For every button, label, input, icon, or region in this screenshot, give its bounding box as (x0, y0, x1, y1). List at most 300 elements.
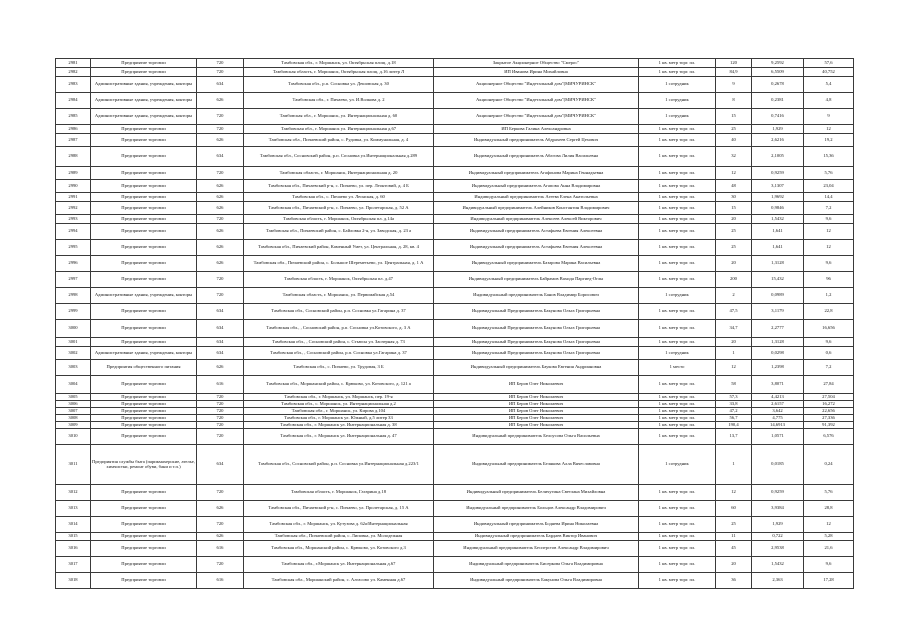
table-row (56, 485, 854, 501)
table-row (56, 517, 854, 533)
cell-object-type: Предприятие торговли (91, 304, 197, 320)
cell-organization: Индивидуальный Предприниматель Бакунова Ольга Григорьевна (434, 347, 639, 360)
cell-code: 626 (197, 240, 244, 256)
cell-quantity: 8 (716, 93, 752, 109)
cell-address: Тамбовская обл., Пичаевский район, с. Рудовка, ул. Коммунальная, д. 4 (244, 134, 434, 147)
cell-number: 3016 (56, 541, 91, 557)
cell-object-type: Предприятия службы быта (парикмахерские, ателье, химчистки, ремонт обуви, бани и т.п.) (91, 445, 197, 485)
cell-object-type: Предприятие торговли (91, 224, 197, 240)
cell-number: 2990 (56, 180, 91, 193)
cell-object-type: Предприятие торговли (91, 338, 197, 347)
cell-unit: 1 кв. метр торг. пл. (639, 401, 716, 408)
cell-address: Тамбовская обл., г. Моршанск, ул. Моршанск, пер. 19-я (244, 394, 434, 401)
cell-unit: 1 сотрудник (639, 77, 716, 93)
cell-quantity: 200 (716, 272, 752, 288)
cell-quantity: 20 (716, 557, 752, 573)
cell-code: 720 (197, 394, 244, 401)
cell-value-1: 1,641 (752, 240, 804, 256)
cell-quantity: 40 (716, 134, 752, 147)
cell-address: Тамбовская обл., г.Моршанск ул. Интернациональная д.67 (244, 557, 434, 573)
cell-number: 3012 (56, 485, 91, 501)
cell-address: Тамбовская обл., Пичаевский р-н, с. Пичаево, ул. пер. Леонтовий, д. 4 Б (244, 180, 434, 193)
cell-number: 2986 (56, 125, 91, 134)
cell-object-type: Предприятие торговли (91, 167, 197, 180)
cell-organization: Индивидуальный предприниматель Астафьева Евгения Алексеевна (434, 240, 639, 256)
cell-value-2: 19,2 (804, 134, 854, 147)
table-row (56, 180, 854, 193)
cell-object-type: Предприятие торговли (91, 485, 197, 501)
cell-object-type: Предприятие торговли (91, 147, 197, 167)
table-row (56, 376, 854, 394)
cell-number: 2983 (56, 77, 91, 93)
cell-unit: 1 кв. метр торг. пл. (639, 338, 716, 347)
cell-value-1: 1,9692 (752, 193, 804, 202)
cell-object-type: Предприятие торговли (91, 557, 197, 573)
table-row (56, 347, 854, 360)
cell-value-2: 9,6 (804, 338, 854, 347)
cell-address: Тамбовская обл., г. Моршанск ул. Южный, д.5 литер 33 (244, 415, 434, 422)
register-table (55, 58, 854, 589)
table-row (56, 202, 854, 215)
cell-address: Тамбовская обл., Сосновский район, р.п. Сосновка ул.Интернациональная д.223/1 (244, 445, 434, 485)
cell-unit: 1 кв. метр торг. пл. (639, 394, 716, 401)
cell-unit: 1 кв. метр торг. пл. (639, 485, 716, 501)
cell-value-2: 14,4 (804, 193, 854, 202)
cell-code: 626 (197, 193, 244, 202)
cell-quantity: 12 (716, 360, 752, 376)
cell-quantity: 56,7 (716, 415, 752, 422)
cell-organization: Индивидуальный предприниматель Бесперстов Александр Владимирович (434, 541, 639, 557)
cell-value-1: 3,642 (752, 408, 804, 415)
cell-value-1: 0,9846 (752, 202, 804, 215)
cell-code: 720 (197, 109, 244, 125)
cell-unit: 1 сотрудник (639, 109, 716, 125)
cell-organization: Индивидуальный предприниматель Аблгова Лилия Васильевна (434, 147, 639, 167)
cell-value-2: 27,504 (804, 394, 854, 401)
cell-code: 634 (197, 304, 244, 320)
cell-object-type: Административные здания, учреждения, конторы (91, 93, 197, 109)
cell-address: Тамбовская обл., г. Моршанск ул. Интернациональная д. 38 (244, 422, 434, 429)
cell-object-type: Предприятие торговли (91, 422, 197, 429)
table-row (56, 394, 854, 401)
cell-number: 2988 (56, 147, 91, 167)
cell-quantity: 120 (716, 59, 752, 68)
cell-code: 616 (197, 541, 244, 557)
cell-quantity: 1 (716, 347, 752, 360)
cell-number: 3017 (56, 557, 91, 573)
cell-value-1: 3,1179 (752, 304, 804, 320)
cell-value-1: 0,0298 (752, 347, 804, 360)
cell-value-1: 4,4213 (752, 394, 804, 401)
cell-organization: ИП Беров Олег Николаевич (434, 415, 639, 422)
cell-object-type: Предприятие торговли (91, 193, 197, 202)
cell-code: 626 (197, 180, 244, 193)
cell-organization: Индивидуальный Предприниматель Бакунова Ольга Григорьевна (434, 304, 639, 320)
cell-unit: 1 кв. метр торг. пл. (639, 240, 716, 256)
cell-organization: Индивидуальный предприниматель Алексеев Алексей Викторович (434, 215, 639, 224)
table-row (56, 408, 854, 415)
table-row (56, 320, 854, 338)
cell-code: 720 (197, 557, 244, 573)
cell-value-2: 4,8 (804, 93, 854, 109)
cell-code: 626 (197, 202, 244, 215)
cell-number: 2987 (56, 134, 91, 147)
cell-value-2: 16,656 (804, 320, 854, 338)
cell-quantity: 33,8 (716, 401, 752, 408)
cell-object-type: Предприятие торговли (91, 134, 197, 147)
cell-unit: 1 кв. метр торг. пл. (639, 215, 716, 224)
cell-value-2: 7,2 (804, 202, 854, 215)
cell-address: Тамбовская обл., с. Пичаево ул. Леонская, д. 60 (244, 193, 434, 202)
cell-value-1: 2,2777 (752, 320, 804, 338)
cell-organization: Индивидуальный предприниматель Агеева Елена Анатольевна (434, 193, 639, 202)
table-row (56, 541, 854, 557)
cell-address: Тамбовская обл., Пичаевский р-н, с. Пичаево, ул. Пролетарская, д. 52 А (244, 202, 434, 215)
table-row (56, 240, 854, 256)
cell-value-2: 57,6 (804, 59, 854, 68)
cell-quantity: 25 (716, 125, 752, 134)
cell-unit: 1 кв. метр торг. пл. (639, 533, 716, 541)
cell-object-type: Предприятие торговли (91, 401, 197, 408)
cell-organization: ИП Иванова Ирина Михайловна (434, 68, 639, 77)
cell-address: Тамбовская обл., Пичаевский район, с. Липовка, ул. Молодежная (244, 533, 434, 541)
cell-organization: Индивидуальный предприниматель Банов Владимир Борисович (434, 288, 639, 304)
cell-quantity: 47,2 (716, 408, 752, 415)
cell-number: 2985 (56, 109, 91, 125)
cell-code: 720 (197, 422, 244, 429)
cell-number: 3009 (56, 422, 91, 429)
cell-quantity: 1 (716, 445, 752, 485)
cell-code: 626 (197, 134, 244, 147)
cell-object-type: Предприятия общественного питания (91, 360, 197, 376)
cell-value-1: 1,3128 (752, 338, 804, 347)
cell-address: Тамбовская обл., г. Моршанск ул. Интернациональная д. 47 (244, 429, 434, 445)
table-row (56, 134, 854, 147)
cell-number: 2999 (56, 304, 91, 320)
cell-value-2: 9 (804, 109, 854, 125)
cell-number: 2984 (56, 93, 91, 109)
cell-address: Тамбовская область, г. Моршанск, Интернациональная д. 20 (244, 167, 434, 180)
cell-value-1: 2,363 (752, 573, 804, 589)
cell-value-2: 28,8 (804, 501, 854, 517)
cell-unit: 1 кв. метр торг. пл. (639, 541, 716, 557)
cell-value-2: 7,2 (804, 360, 854, 376)
cell-number: 3003 (56, 360, 91, 376)
table-row (56, 415, 854, 422)
cell-address: Тамбовская обл., Пичаевский район, с. Большое Шереметьево, ул. Центральная, д. 1 А (244, 256, 434, 272)
cell-value-2: 91,392 (804, 422, 854, 429)
cell-quantity: 25 (716, 224, 752, 240)
cell-unit: 1 кв. метр торг. пл. (639, 272, 716, 288)
cell-object-type: Предприятие торговли (91, 320, 197, 338)
cell-organization: Закрытое Акционерное Общество "Смерос" (434, 59, 639, 68)
cell-value-2: 22,656 (804, 408, 854, 415)
table-row (56, 501, 854, 517)
cell-code: 720 (197, 517, 244, 533)
cell-code: 720 (197, 167, 244, 180)
cell-code: 720 (197, 401, 244, 408)
cell-code: 720 (197, 215, 244, 224)
cell-value-2: 12 (804, 224, 854, 240)
cell-value-1: 3,8071 (752, 376, 804, 394)
cell-object-type: Предприятие торговли (91, 272, 197, 288)
table-row (56, 338, 854, 347)
cell-code: 634 (197, 320, 244, 338)
cell-value-1: 3,9384 (752, 501, 804, 517)
cell-organization: Индивидуальный предприниматель Агафонова Марина Геннадьевна (434, 167, 639, 180)
cell-address: Тамбовская область, г. Моршанск, ул. Первомайская д.54 (244, 288, 434, 304)
cell-code: 720 (197, 485, 244, 501)
cell-value-1: 1,2398 (752, 360, 804, 376)
table-row (56, 304, 854, 320)
cell-code: 634 (197, 347, 244, 360)
table-row (56, 445, 854, 485)
cell-value-2: 9,6 (804, 256, 854, 272)
cell-number: 3006 (56, 401, 91, 408)
cell-code: 626 (197, 533, 244, 541)
cell-unit: 1 кв. метр торг. пл. (639, 256, 716, 272)
cell-number: 2982 (56, 68, 91, 77)
table-row (56, 360, 854, 376)
cell-code: 720 (197, 125, 244, 134)
cell-number: 2989 (56, 167, 91, 180)
cell-address: Тамбовская обл., г. Моршанск, ул. Интернациональная д. 60 (244, 109, 434, 125)
cell-organization: Индивидуальный предприниматель Баукова Евгения Андриановна (434, 360, 639, 376)
cell-unit: 1 место (639, 360, 716, 376)
cell-quantity: 47,5 (716, 304, 752, 320)
cell-quantity: 9 (716, 77, 752, 93)
cell-value-1: 1,641 (752, 224, 804, 240)
cell-organization: Индивидуальный предприниматель Байрамов Вахида Паргиед-Оглы (434, 272, 639, 288)
cell-number: 2998 (56, 288, 91, 304)
table-row (56, 68, 854, 77)
table-row (56, 77, 854, 93)
cell-unit: 1 кв. метр торг. пл. (639, 376, 716, 394)
cell-object-type: Предприятие торговли (91, 376, 197, 394)
table-row (56, 429, 854, 445)
cell-object-type: Предприятие торговли (91, 533, 197, 541)
cell-code: 720 (197, 415, 244, 422)
cell-number: 2996 (56, 256, 91, 272)
cell-organization: Индивидуальный предприниматель Базарова Марина Васильевна (434, 256, 639, 272)
cell-organization: ИП Беров Олег Николаевич (434, 422, 639, 429)
cell-value-2: 23,04 (804, 180, 854, 193)
cell-unit: 1 кв. метр торг. пл. (639, 320, 716, 338)
cell-code: 634 (197, 445, 244, 485)
cell-number: 3018 (56, 573, 91, 589)
cell-value-1: 9,2592 (752, 59, 804, 68)
cell-address: Тамбовская обл., Сосновский район, р.п. Сосновка ул.Гагарина д. 37 (244, 304, 434, 320)
cell-quantity: 25 (716, 517, 752, 533)
register-sheet (55, 58, 853, 589)
cell-object-type: Предприятие торговли (91, 125, 197, 134)
table-row (56, 93, 854, 109)
cell-unit: 1 сотрудник (639, 347, 716, 360)
cell-address: Тамбовская обл., г. Пичаево, ул. И.Волкова д. 2 (244, 93, 434, 109)
cell-value-2: 0,6 (804, 347, 854, 360)
cell-value-2: 12 (804, 240, 854, 256)
table-row (56, 272, 854, 288)
cell-unit: 1 кв. метр торг. пл. (639, 304, 716, 320)
table-row (56, 401, 854, 408)
cell-number: 3002 (56, 347, 91, 360)
cell-address: Тамбовская обл., Моршанский район, с. Алгасово ул. Каменная д.67 (244, 573, 434, 589)
cell-organization: Индивидуальный предприниматель Бакунова Ольга Владимировна (434, 573, 639, 589)
cell-quantity: 84,9 (716, 68, 752, 77)
cell-quantity: 12 (716, 167, 752, 180)
cell-number: 2991 (56, 193, 91, 202)
cell-value-1: 2,1005 (752, 147, 804, 167)
table-row (56, 422, 854, 429)
cell-address: Тамбовская обл., г. Моршанск, ул. Кирова д.104 (244, 408, 434, 415)
cell-number: 3004 (56, 376, 91, 394)
cell-object-type: Административные здания, учреждения, конторы (91, 109, 197, 125)
cell-code: 626 (197, 360, 244, 376)
cell-value-2: 40,752 (804, 68, 854, 77)
cell-unit: 1 кв. метр торг. пл. (639, 422, 716, 429)
cell-unit: 1 кв. метр торг. пл. (639, 429, 716, 445)
cell-number: 2994 (56, 224, 91, 240)
cell-object-type: Предприятие торговли (91, 501, 197, 517)
cell-number: 3010 (56, 429, 91, 445)
cell-code: 720 (197, 68, 244, 77)
cell-unit: 1 кв. метр торг. пл. (639, 202, 716, 215)
cell-organization: Акционерное Общество "Индетальный дом"(МИЧУРИНСК" (434, 77, 639, 93)
cell-value-1: 15,432 (752, 272, 804, 288)
cell-value-2: 5,76 (804, 485, 854, 501)
table-row (56, 215, 854, 224)
cell-organization: ИП Беров Олег Николаевич (434, 401, 639, 408)
cell-address: Тамбовская область, г. Моршанск, Октябрьская площ. д.16 литер Л (244, 68, 434, 77)
cell-unit: 1 кв. метр торг. пл. (639, 408, 716, 415)
cell-value-1: 4,775 (752, 415, 804, 422)
cell-value-1: 1,929 (752, 517, 804, 533)
cell-address: Тамбовская обл., г. Моршанск, ул. Октябрьская площ. д.18 (244, 59, 434, 68)
cell-value-2: 12 (804, 125, 854, 134)
cell-organization: Индивидуальный предприниматель Бодяева Ирина Николаевна (434, 517, 639, 533)
cell-value-2: 6,576 (804, 429, 854, 445)
cell-unit: 1 кв. метр торг. пл. (639, 68, 716, 77)
cell-quantity: 48 (716, 180, 752, 193)
cell-quantity: 12 (716, 485, 752, 501)
cell-quantity: 32 (716, 147, 752, 167)
cell-number: 3000 (56, 320, 91, 338)
cell-organization: Индивидуальный Предприниматель Бакунова Ольга Григорьевна (434, 320, 639, 338)
cell-address: Тамбовская обл., , Сосновский район, с. Стьюсы ул. Заозерная д. 73 (244, 338, 434, 347)
cell-organization: Индивидуальный предприниматель Бардаев Виктор Иванович (434, 533, 639, 541)
cell-value-1: 1,929 (752, 125, 804, 134)
cell-quantity: 60 (716, 501, 752, 517)
cell-object-type: Предприятие торговли (91, 202, 197, 215)
table-row (56, 125, 854, 134)
cell-address: Тамбовская область, г. Моршанск, Октябрьская пл. д.47 (244, 272, 434, 288)
cell-code: 626 (197, 224, 244, 240)
cell-organization: ИП Беров Олег Николаевич (434, 394, 639, 401)
cell-unit: 1 кв. метр торг. пл. (639, 125, 716, 134)
cell-value-1: 0,9259 (752, 167, 804, 180)
cell-value-1: 1,3128 (752, 256, 804, 272)
cell-quantity: 30 (716, 193, 752, 202)
cell-address: Тамбовская обл., с. Моршанск, ул. Интернациональная д.2 (244, 401, 434, 408)
cell-value-1: 3,1307 (752, 180, 804, 193)
cell-object-type: Административные здания, учреждения, конторы (91, 347, 197, 360)
cell-organization: Индивидуальный предприниматель Беличугина Светлана Михайловна (434, 485, 639, 501)
cell-number: 2981 (56, 59, 91, 68)
cell-object-type: Предприятие торговли (91, 394, 197, 401)
cell-address: Тамбовская обл., Моршанский район, с. Крюково, ул. Котовского д.3 (244, 541, 434, 557)
cell-unit: 1 кв. метр торг. пл. (639, 134, 716, 147)
cell-object-type: Предприятие торговли (91, 240, 197, 256)
cell-address: Тамбовская обл., Сосновский район, р.п. Сосновка ул.Интернациональная д.289 (244, 147, 434, 167)
cell-value-2: 1,2 (804, 288, 854, 304)
cell-address: Тамбовская обл., , Сосновский район, р.п. Сосновка ул.Котовского, д. 3 А (244, 320, 434, 338)
cell-unit: 1 сотрудник (639, 288, 716, 304)
cell-value-2: 22,8 (804, 304, 854, 320)
cell-number: 3014 (56, 517, 91, 533)
cell-unit: 1 кв. метр торг. пл. (639, 180, 716, 193)
cell-value-1: 0,0185 (752, 445, 804, 485)
cell-quantity: 45 (716, 541, 752, 557)
cell-value-2: 9,6 (804, 215, 854, 224)
cell-object-type: Предприятие торговли (91, 68, 197, 77)
cell-value-2: 5,28 (804, 533, 854, 541)
cell-value-2: 15,36 (804, 147, 854, 167)
cell-address: Тамбовская обл., р.п. Сосновка ул. Дешовская д. 30 (244, 77, 434, 93)
cell-address: Тамбовская обл., с. Пичаево, ул. Трудовая, 3 Б (244, 360, 434, 376)
cell-organization: ИП Беров Олег Николаевич (434, 376, 639, 394)
cell-unit: 1 кв. метр торг. пл. (639, 167, 716, 180)
cell-unit: 1 кв. метр торг. пл. (639, 193, 716, 202)
cell-value-2: 5,76 (804, 167, 854, 180)
table-row (56, 224, 854, 240)
cell-address: Тамбовская обл., Пичаевский р-н, с. Пичаево, ул. Пролетарская, д. 15 А (244, 501, 434, 517)
cell-organization: Индивидуальный предприниматель Астафьева Евгения Алексеевна (434, 224, 639, 240)
cell-object-type: Предприятие торговли (91, 59, 197, 68)
cell-address: Тамбовская область, г. Моршанск, Октябрьская пл. д.14а (244, 215, 434, 224)
cell-value-1: 2,9538 (752, 541, 804, 557)
cell-number: 2992 (56, 202, 91, 215)
cell-code: 626 (197, 501, 244, 517)
cell-code: 634 (197, 338, 244, 347)
cell-value-1: 0,7416 (752, 109, 804, 125)
table-row (56, 288, 854, 304)
table-row (56, 109, 854, 125)
cell-organization: Индивидуальный Предприниматель Бакунова Ольга Григорьевна (434, 338, 639, 347)
cell-value-2: 27,336 (804, 415, 854, 422)
cell-quantity: 15 (716, 109, 752, 125)
cell-code: 634 (197, 147, 244, 167)
cell-value-1: 0,9259 (752, 485, 804, 501)
cell-value-2: 21,6 (804, 541, 854, 557)
cell-quantity: 190,4 (716, 422, 752, 429)
cell-unit: 1 кв. метр торг. пл. (639, 501, 716, 517)
cell-value-1: 2,6157 (752, 401, 804, 408)
cell-quantity: 20 (716, 338, 752, 347)
cell-address: Тамбовская обл., Моршанский район, с. Крюково, ул. Котовского, д. 121 а (244, 376, 434, 394)
cell-address: Тамбовская область, г. Моршанск, Гагарина д.18 (244, 485, 434, 501)
cell-organization: Акционерное Общество "Индетальный дом"(МИЧУРИНСК" (434, 93, 639, 109)
cell-number: 3005 (56, 394, 91, 401)
cell-address: Тамбовская обл., , Сосновский район, р.п. Сосновка ул.Гагарина д. 37 (244, 347, 434, 360)
cell-organization: Индивидуальный предприниматель Белякова Алла Вячеславовна (434, 445, 639, 485)
cell-quantity: 11 (716, 533, 752, 541)
cell-object-type: Административные здания, учреждения, конторы (91, 288, 197, 304)
cell-number: 2995 (56, 240, 91, 256)
cell-object-type: Административные здания, учреждения, конторы (91, 77, 197, 93)
cell-value-1: 0,2381 (752, 93, 804, 109)
cell-unit: 1 кв. метр торг. пл. (639, 573, 716, 589)
cell-unit: 1 кв. метр торг. пл. (639, 415, 716, 422)
